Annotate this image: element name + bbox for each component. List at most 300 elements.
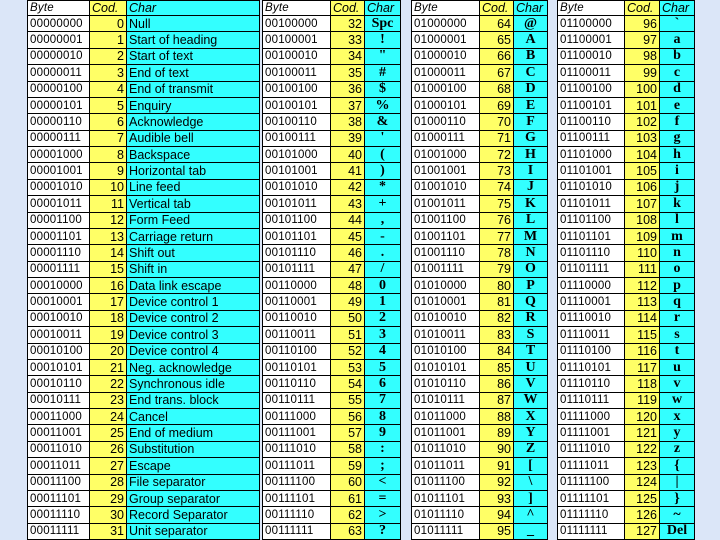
ascii-table-lowercase (557, 0, 695, 540)
char-cell: - (365, 228, 401, 244)
byte-cell: 00000100 (28, 81, 90, 97)
char-cell: * (365, 179, 401, 195)
byte-cell: 01001100 (412, 212, 480, 228)
byte-cell: 01001000 (412, 147, 480, 163)
table-row (412, 48, 548, 64)
char-cell: V (514, 376, 548, 392)
code-header: Cod. (625, 1, 660, 16)
byte-cell: 01101110 (558, 245, 625, 261)
char-cell: p (660, 278, 695, 294)
code-cell: 57 (331, 425, 365, 441)
char-cell: P (514, 278, 548, 294)
byte-cell: 00110110 (263, 376, 331, 392)
code-cell: 80 (480, 278, 514, 294)
byte-cell: 00011010 (28, 441, 90, 457)
char-cell: N (514, 245, 548, 261)
code-cell: 68 (480, 81, 514, 97)
char-cell: " (365, 48, 401, 64)
code-cell: 43 (331, 196, 365, 212)
char-cell: S (514, 327, 548, 343)
byte-cell: 01000010 (412, 48, 480, 64)
byte-cell: 00000101 (28, 97, 90, 113)
ascii-table-uppercase (411, 0, 548, 540)
table-row (412, 179, 548, 195)
table-row (263, 409, 401, 425)
code-header: Cod. (480, 1, 514, 16)
code-cell: 15 (90, 261, 127, 277)
char-cell: Device control 3 (127, 327, 260, 343)
table-row (263, 32, 401, 48)
code-cell: 5 (90, 97, 127, 113)
char-cell: O (514, 261, 548, 277)
code-cell: 84 (480, 343, 514, 359)
byte-cell: 00110111 (263, 392, 331, 408)
char-cell: Shift in (127, 261, 260, 277)
table-row (558, 343, 695, 359)
char-cell: Backspace (127, 147, 260, 163)
code-cell: 9 (90, 163, 127, 179)
code-cell: 121 (625, 425, 660, 441)
char-cell: 8 (365, 409, 401, 425)
byte-cell: 00101101 (263, 228, 331, 244)
char-header: Char (660, 1, 695, 16)
code-cell: 2 (90, 48, 127, 64)
code-cell: 12 (90, 212, 127, 228)
table-row (558, 441, 695, 457)
byte-cell: 00100110 (263, 114, 331, 130)
table-row (28, 97, 260, 113)
code-cell: 82 (480, 310, 514, 326)
table-row (412, 425, 548, 441)
byte-cell: 01100010 (558, 48, 625, 64)
table-row (412, 523, 548, 539)
char-cell: 3 (365, 327, 401, 343)
code-cell: 10 (90, 179, 127, 195)
code-cell: 61 (331, 490, 365, 506)
char-cell: # (365, 65, 401, 81)
code-cell: 38 (331, 114, 365, 130)
table-row (263, 16, 401, 32)
byte-cell: 00001100 (28, 212, 90, 228)
char-cell: ; (365, 458, 401, 474)
byte-cell: 00011100 (28, 474, 90, 490)
byte-cell: 00110010 (263, 310, 331, 326)
code-cell: 95 (480, 523, 514, 539)
code-cell: 62 (331, 507, 365, 523)
table-row (28, 32, 260, 48)
table-row (28, 441, 260, 457)
table-row (28, 294, 260, 310)
code-cell: 79 (480, 261, 514, 277)
table-row (558, 474, 695, 490)
code-cell: 37 (331, 97, 365, 113)
byte-cell: 00000111 (28, 130, 90, 146)
table-row (412, 474, 548, 490)
byte-cell: 00100010 (263, 48, 331, 64)
char-cell: ! (365, 32, 401, 48)
code-cell: 3 (90, 65, 127, 81)
byte-cell: 01101010 (558, 179, 625, 195)
table-row (28, 376, 260, 392)
char-cell: ~ (660, 507, 695, 523)
code-cell: 104 (625, 147, 660, 163)
char-cell: } (660, 490, 695, 506)
table-row (412, 16, 548, 32)
table-row (263, 245, 401, 261)
code-cell: 115 (625, 327, 660, 343)
table-row (263, 114, 401, 130)
table-row (28, 359, 260, 375)
table-row (263, 490, 401, 506)
byte-cell: 00010111 (28, 392, 90, 408)
byte-cell: 00010011 (28, 327, 90, 343)
code-cell: 91 (480, 458, 514, 474)
code-cell: 108 (625, 212, 660, 228)
table-row (263, 523, 401, 539)
char-cell: . (365, 245, 401, 261)
char-cell: M (514, 228, 548, 244)
byte-cell: 00000001 (28, 32, 90, 48)
byte-cell: 00010000 (28, 278, 90, 294)
byte-cell: 01110011 (558, 327, 625, 343)
code-cell: 74 (480, 179, 514, 195)
code-cell: 109 (625, 228, 660, 244)
char-cell: C (514, 65, 548, 81)
table-row (263, 212, 401, 228)
char-cell: Device control 2 (127, 310, 260, 326)
char-cell: ( (365, 147, 401, 163)
byte-cell: 00101100 (263, 212, 331, 228)
code-cell: 76 (480, 212, 514, 228)
code-header: Cod. (331, 1, 365, 16)
code-cell: 17 (90, 294, 127, 310)
table-row (28, 48, 260, 64)
char-cell: W (514, 392, 548, 408)
byte-cell: 01110000 (558, 278, 625, 294)
code-cell: 58 (331, 441, 365, 457)
char-cell: Vertical tab (127, 196, 260, 212)
byte-cell: 01010010 (412, 310, 480, 326)
table-row (263, 130, 401, 146)
code-cell: 59 (331, 458, 365, 474)
byte-cell: 00010010 (28, 310, 90, 326)
code-cell: 64 (480, 16, 514, 32)
byte-cell: 00100001 (263, 32, 331, 48)
byte-cell: 01011000 (412, 409, 480, 425)
table-row (412, 507, 548, 523)
table-row (263, 441, 401, 457)
code-cell: 22 (90, 376, 127, 392)
code-cell: 50 (331, 310, 365, 326)
code-cell: 88 (480, 409, 514, 425)
table-row (412, 441, 548, 457)
byte-cell: 00011111 (28, 523, 90, 539)
byte-cell: 00010101 (28, 359, 90, 375)
byte-cell: 00001110 (28, 245, 90, 261)
byte-cell: 01001111 (412, 261, 480, 277)
table-row (412, 376, 548, 392)
table-row (28, 409, 260, 425)
char-cell: d (660, 81, 695, 97)
code-cell: 122 (625, 441, 660, 457)
table-row (412, 409, 548, 425)
code-cell: 98 (625, 48, 660, 64)
table-row (412, 458, 548, 474)
code-cell: 89 (480, 425, 514, 441)
table-row (263, 359, 401, 375)
char-cell: 4 (365, 343, 401, 359)
table-row (558, 376, 695, 392)
byte-cell: 01111101 (558, 490, 625, 506)
byte-cell: 01100101 (558, 97, 625, 113)
byte-cell: 00011101 (28, 490, 90, 506)
byte-cell: 00101010 (263, 179, 331, 195)
code-cell: 100 (625, 81, 660, 97)
byte-cell: 01110010 (558, 310, 625, 326)
byte-cell: 00111110 (263, 507, 331, 523)
code-cell: 42 (331, 179, 365, 195)
byte-cell: 00111111 (263, 523, 331, 539)
table-row (412, 490, 548, 506)
char-cell: z (660, 441, 695, 457)
code-cell: 55 (331, 392, 365, 408)
char-header: Char (365, 1, 401, 16)
char-cell: Form Feed (127, 212, 260, 228)
code-cell: 40 (331, 147, 365, 163)
table-row (558, 294, 695, 310)
char-cell: R (514, 310, 548, 326)
table-row (28, 425, 260, 441)
table-row (412, 359, 548, 375)
code-cell: 30 (90, 507, 127, 523)
code-cell: 75 (480, 196, 514, 212)
table-row (263, 97, 401, 113)
byte-cell: 00111011 (263, 458, 331, 474)
code-cell: 114 (625, 310, 660, 326)
code-cell: 0 (90, 16, 127, 32)
table-row (28, 392, 260, 408)
code-cell: 20 (90, 343, 127, 359)
byte-cell: 01001101 (412, 228, 480, 244)
code-cell: 25 (90, 425, 127, 441)
table-row (412, 65, 548, 81)
code-cell: 81 (480, 294, 514, 310)
table-row (28, 16, 260, 32)
code-cell: 19 (90, 327, 127, 343)
byte-cell: 01011100 (412, 474, 480, 490)
code-cell: 125 (625, 490, 660, 506)
byte-cell: 00111100 (263, 474, 331, 490)
byte-cell: 01000001 (412, 32, 480, 48)
code-cell: 49 (331, 294, 365, 310)
code-cell: 126 (625, 507, 660, 523)
char-cell: k (660, 196, 695, 212)
byte-cell: 00010100 (28, 343, 90, 359)
byte-cell: 00011011 (28, 458, 90, 474)
table-row (263, 278, 401, 294)
byte-cell: 01011110 (412, 507, 480, 523)
byte-cell: 00111101 (263, 490, 331, 506)
table-row (263, 147, 401, 163)
code-cell: 6 (90, 114, 127, 130)
table-row (558, 147, 695, 163)
byte-cell: 01011011 (412, 458, 480, 474)
char-cell: Group separator (127, 490, 260, 506)
char-cell: a (660, 32, 695, 48)
code-cell: 106 (625, 179, 660, 195)
char-cell: Audible bell (127, 130, 260, 146)
byte-cell: 01010111 (412, 392, 480, 408)
char-cell: r (660, 310, 695, 326)
char-cell: i (660, 163, 695, 179)
table-row (263, 179, 401, 195)
char-cell: Line feed (127, 179, 260, 195)
char-cell: m (660, 228, 695, 244)
byte-cell: 00011110 (28, 507, 90, 523)
table-row (263, 458, 401, 474)
table-row (412, 245, 548, 261)
char-cell: o (660, 261, 695, 277)
table-row (28, 130, 260, 146)
byte-cell: 01011101 (412, 490, 480, 506)
table-row (558, 245, 695, 261)
byte-cell: 00101110 (263, 245, 331, 261)
byte-cell: 01100110 (558, 114, 625, 130)
code-cell: 67 (480, 65, 514, 81)
char-cell: End trans. block (127, 392, 260, 408)
table-row (263, 261, 401, 277)
byte-header: Byte (263, 1, 331, 16)
table-row (28, 278, 260, 294)
table-row (412, 97, 548, 113)
byte-cell: 00100100 (263, 81, 331, 97)
byte-cell: 00001101 (28, 228, 90, 244)
table-row (558, 97, 695, 113)
code-cell: 94 (480, 507, 514, 523)
table-row (263, 425, 401, 441)
byte-cell: 00101000 (263, 147, 331, 163)
table-row (412, 81, 548, 97)
byte-cell: 01101011 (558, 196, 625, 212)
table-row (558, 179, 695, 195)
char-cell: ] (514, 490, 548, 506)
char-cell: 6 (365, 376, 401, 392)
char-cell: E (514, 97, 548, 113)
table-row (412, 32, 548, 48)
char-cell: g (660, 130, 695, 146)
char-cell: q (660, 294, 695, 310)
table-row (558, 458, 695, 474)
byte-cell: 00011000 (28, 409, 90, 425)
code-cell: 112 (625, 278, 660, 294)
byte-cell: 01111001 (558, 425, 625, 441)
table-row (558, 392, 695, 408)
char-cell: G (514, 130, 548, 146)
char-cell: K (514, 196, 548, 212)
byte-cell: 00010110 (28, 376, 90, 392)
byte-cell: 01111100 (558, 474, 625, 490)
char-cell: Device control 1 (127, 294, 260, 310)
byte-cell: 01010110 (412, 376, 480, 392)
byte-cell: 01000111 (412, 130, 480, 146)
code-cell: 26 (90, 441, 127, 457)
char-cell: f (660, 114, 695, 130)
code-cell: 13 (90, 228, 127, 244)
code-cell: 39 (331, 130, 365, 146)
code-cell: 48 (331, 278, 365, 294)
char-cell: : (365, 441, 401, 457)
table-row (412, 147, 548, 163)
table-row (558, 163, 695, 179)
byte-cell: 01100111 (558, 130, 625, 146)
code-cell: 63 (331, 523, 365, 539)
code-cell: 117 (625, 359, 660, 375)
table-row (558, 48, 695, 64)
byte-cell: 00110011 (263, 327, 331, 343)
code-cell: 29 (90, 490, 127, 506)
byte-cell: 01110111 (558, 392, 625, 408)
char-cell: ? (365, 523, 401, 539)
char-cell: 9 (365, 425, 401, 441)
char-cell: Horizontal tab (127, 163, 260, 179)
char-cell: b (660, 48, 695, 64)
table-row (412, 212, 548, 228)
code-cell: 36 (331, 81, 365, 97)
code-cell: 34 (331, 48, 365, 64)
char-cell: 5 (365, 359, 401, 375)
table-row (263, 294, 401, 310)
code-cell: 96 (625, 16, 660, 32)
table-row (28, 343, 260, 359)
table-row (558, 228, 695, 244)
char-cell: Start of text (127, 48, 260, 64)
code-cell: 53 (331, 359, 365, 375)
char-cell: Neg. acknowledge (127, 359, 260, 375)
table-row (412, 261, 548, 277)
table-row (558, 359, 695, 375)
byte-cell: 01000100 (412, 81, 480, 97)
table-row (263, 327, 401, 343)
table-row (263, 507, 401, 523)
byte-cell: 01100011 (558, 65, 625, 81)
char-cell: End of transmit (127, 81, 260, 97)
table-row (263, 48, 401, 64)
char-cell: Acknowledge (127, 114, 260, 130)
code-cell: 21 (90, 359, 127, 375)
char-cell: w (660, 392, 695, 408)
byte-header: Byte (28, 1, 90, 16)
code-cell: 83 (480, 327, 514, 343)
table-row (558, 327, 695, 343)
code-cell: 103 (625, 130, 660, 146)
char-cell: Del (660, 523, 695, 539)
char-cell: F (514, 114, 548, 130)
byte-cell: 00011001 (28, 425, 90, 441)
code-cell: 14 (90, 245, 127, 261)
code-cell: 23 (90, 392, 127, 408)
code-cell: 99 (625, 65, 660, 81)
code-cell: 54 (331, 376, 365, 392)
code-cell: 120 (625, 409, 660, 425)
byte-cell: 01110110 (558, 376, 625, 392)
char-cell: Unit separator (127, 523, 260, 539)
byte-cell: 00100111 (263, 130, 331, 146)
table-row (558, 65, 695, 81)
code-cell: 41 (331, 163, 365, 179)
code-cell: 73 (480, 163, 514, 179)
byte-cell: 01110001 (558, 294, 625, 310)
char-cell: & (365, 114, 401, 130)
